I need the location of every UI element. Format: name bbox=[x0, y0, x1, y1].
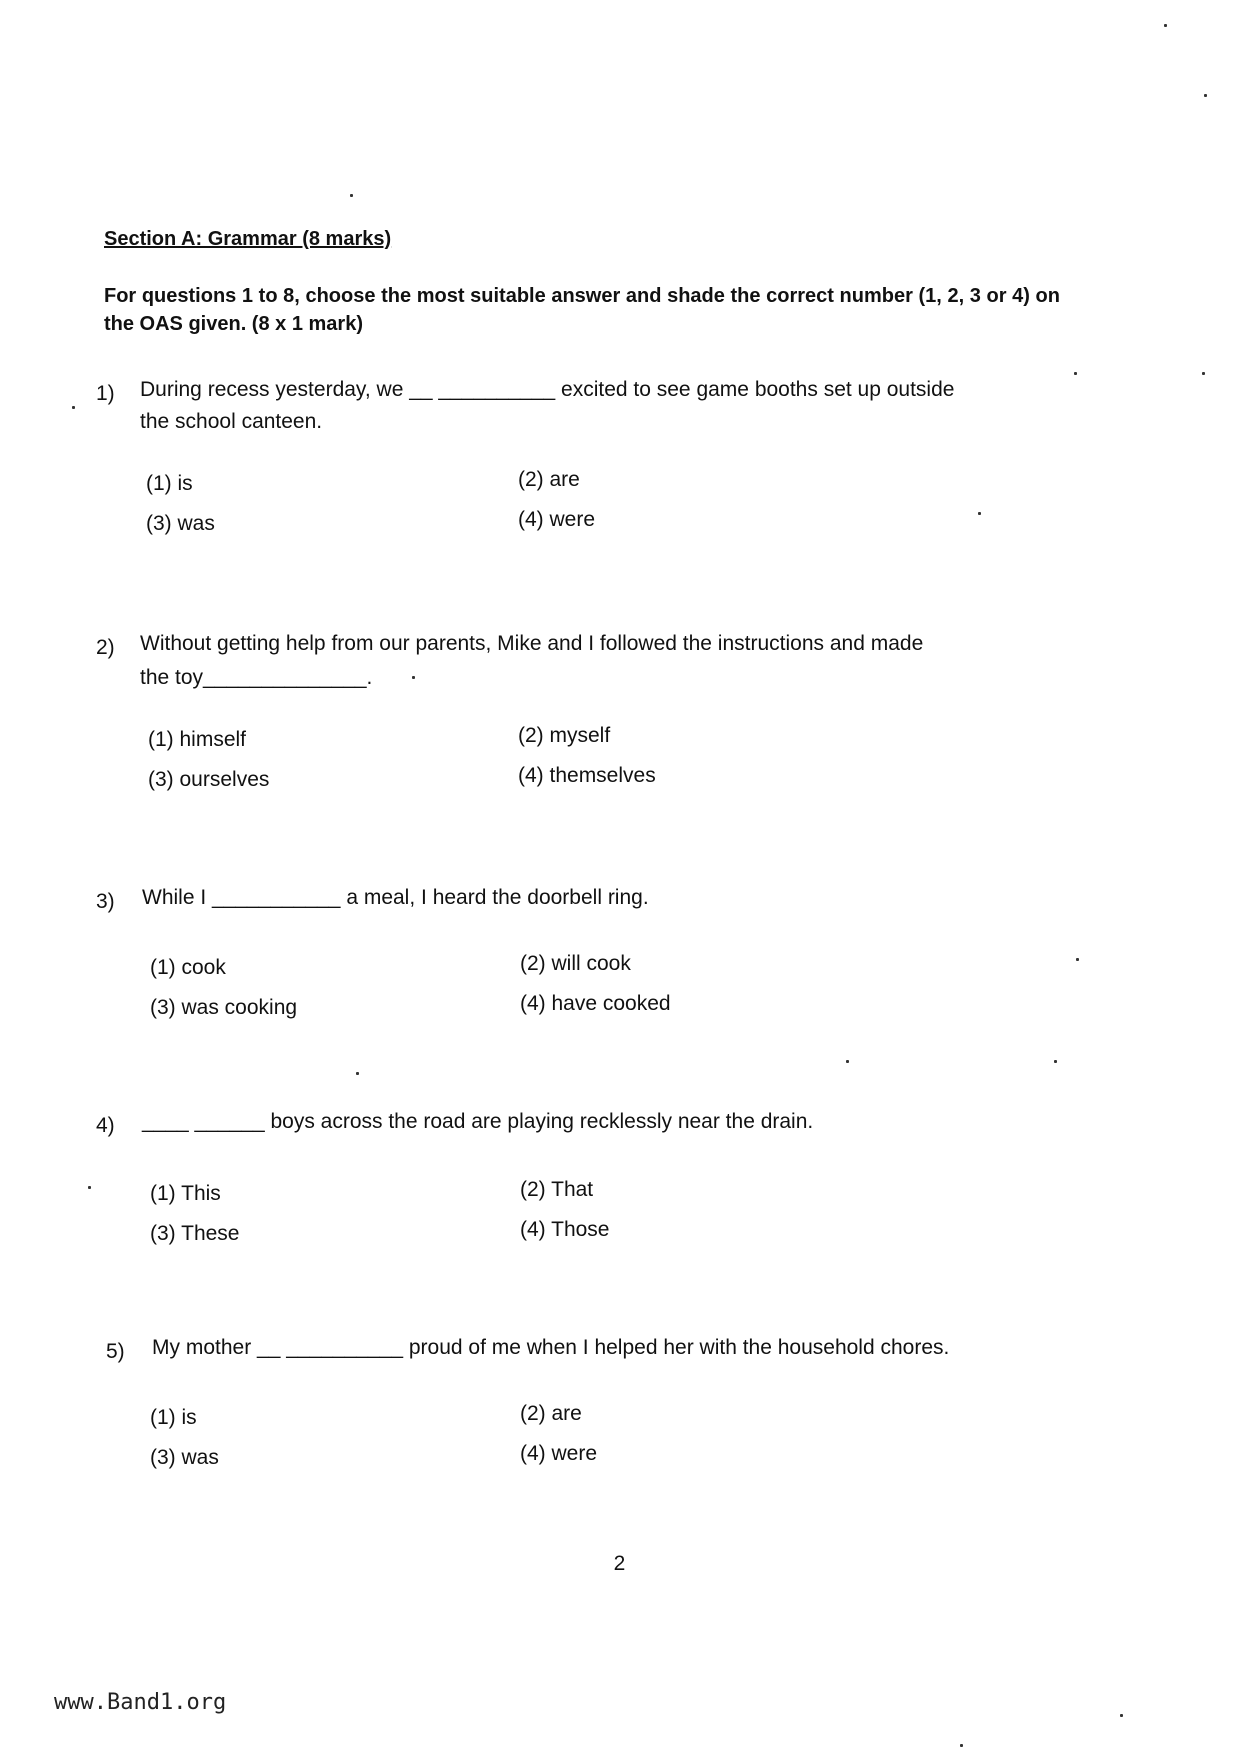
scan-speck bbox=[978, 512, 981, 515]
scan-speck bbox=[1202, 372, 1205, 375]
option-4[interactable]: (4) were bbox=[518, 508, 596, 531]
question-number: 5) bbox=[106, 1340, 125, 1363]
question-text-line1: Without getting help from our parents, Mike and I followed the instructions and made bbox=[140, 632, 924, 655]
question-text-line2: the school canteen. bbox=[140, 410, 323, 433]
scan-speck bbox=[846, 1060, 849, 1063]
section-instructions: For questions 1 to 8, choose the most suitable answer and shade the correct number (1, 2, 3 or 4) on the OAS given. (8 x 1 mark) bbox=[104, 285, 1060, 335]
question-number: 4) bbox=[96, 1114, 115, 1137]
option-1[interactable]: (1) is bbox=[146, 472, 193, 495]
option-4[interactable]: (4) themselves bbox=[518, 764, 656, 787]
scan-speck bbox=[1074, 372, 1077, 375]
option-2[interactable]: (2) myself bbox=[518, 724, 611, 747]
option-4[interactable]: (4) Those bbox=[520, 1218, 610, 1241]
question-text-line2: the toy______________. bbox=[140, 666, 373, 689]
option-3[interactable]: (3) was bbox=[150, 1446, 219, 1469]
option-1[interactable]: (1) cook bbox=[150, 956, 226, 979]
option-2[interactable]: (2) are bbox=[520, 1402, 582, 1425]
option-2[interactable]: (2) That bbox=[520, 1178, 594, 1201]
option-3[interactable]: (3) was bbox=[146, 512, 215, 535]
scan-speck bbox=[1120, 1714, 1123, 1717]
question-number: 1) bbox=[96, 382, 115, 405]
scan-speck bbox=[1054, 1060, 1057, 1063]
scan-speck bbox=[356, 1072, 359, 1075]
option-3[interactable]: (3) These bbox=[150, 1222, 240, 1245]
option-2[interactable]: (2) are bbox=[518, 468, 580, 491]
scan-speck bbox=[960, 1744, 963, 1747]
page-number: 2 bbox=[613, 1552, 626, 1575]
option-3[interactable]: (3) was cooking bbox=[150, 996, 298, 1019]
question-text-line1: During recess yesterday, we __ __________ excited to see game booths set up outside bbox=[140, 378, 955, 401]
footer-url: www.Band1.org bbox=[54, 1690, 227, 1715]
scan-speck bbox=[1204, 94, 1207, 97]
option-4[interactable]: (4) were bbox=[520, 1442, 598, 1465]
scan-speck bbox=[412, 676, 415, 679]
option-2[interactable]: (2) will cook bbox=[520, 952, 631, 975]
section-title: Section A: Grammar (8 marks) bbox=[104, 228, 392, 250]
scan-speck bbox=[1164, 24, 1167, 27]
option-1[interactable]: (1) is bbox=[150, 1406, 197, 1429]
option-1[interactable]: (1) This bbox=[150, 1182, 221, 1205]
scan-speck bbox=[350, 194, 353, 197]
question-text-line1: While I ___________ a meal, I heard the doorbell ring. bbox=[142, 886, 649, 909]
question-text-line1: My mother __ __________ proud of me when I helped her with the household chores. bbox=[152, 1336, 950, 1359]
option-3[interactable]: (3) ourselves bbox=[148, 768, 270, 791]
scan-speck bbox=[72, 406, 75, 409]
option-1[interactable]: (1) himself bbox=[148, 728, 247, 751]
question-number: 2) bbox=[96, 636, 115, 659]
question-text-line1: ____ ______ boys across the road are playing recklessly near the drain. bbox=[142, 1110, 814, 1133]
scan-speck bbox=[88, 1186, 91, 1189]
scan-speck bbox=[1076, 958, 1079, 961]
option-4[interactable]: (4) have cooked bbox=[520, 992, 671, 1015]
question-number: 3) bbox=[96, 890, 115, 913]
